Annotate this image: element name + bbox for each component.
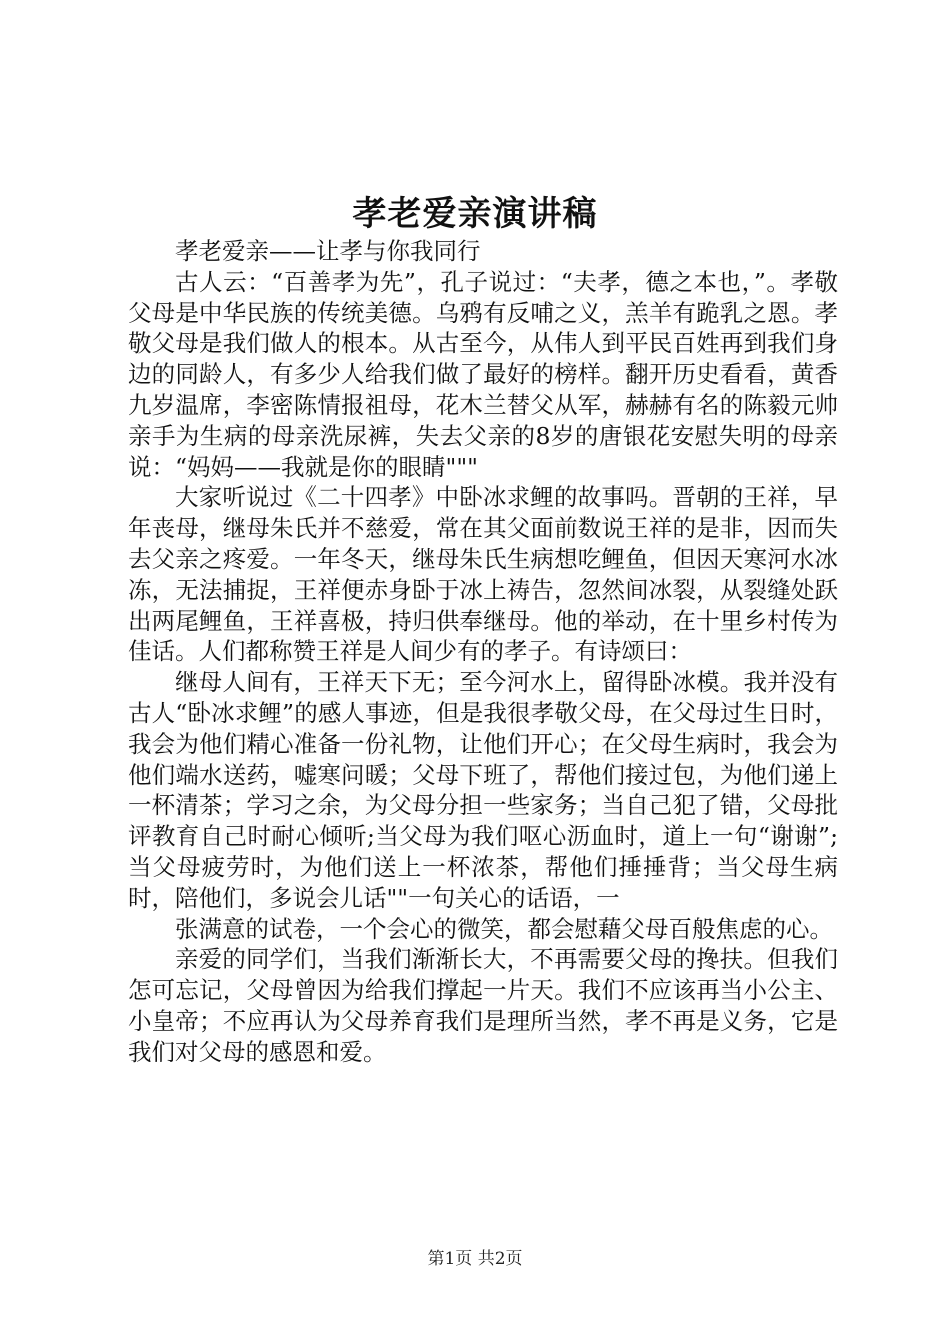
page-number-footer: 第1页 共2页 [427,1249,523,1269]
paragraph: 继母人间有，王祥天下无；至今河水上，留得卧冰模。我并没有古人“卧冰求鲤”的感人事迹，但是我很孝敬父母，在父母过生日时，我会为他们精心准备一份礼物，让他们开心；在父母生病时，我会为他们端水送药，嘘寒问暖；父母下班了，帮他们接过包，为他们递上一杯清茶；学习之余，为父母分担一些家务；当自己犯了错，父母批评教育自己时耐心倾听;当父母为我们呕心沥血时，道上一句“谢谢”;当父母疲劳时，为他们送上一杯浓茶，帮他们捶捶背；当父母生病时，陪他们，多说会儿话""一句关心的话语，一 [128,668,838,912]
paragraph: 张满意的试卷，一个会心的微笑，都会慰藉父母百般焦虑的心。 [175,914,833,943]
paragraph: 古人云：“百善孝为先”，孔子说过：“夫孝，德之本也，”。孝敬父母是中华民族的传统美德。乌鸦有反哺之义，羔羊有跪乳之恩。孝敬父母是我们做人的根本。从古至今，从伟人到平民百姓再到我们身边的同龄人，有多少人给我们做了最好的榜样。翻开历史看看，黄香九岁温席，李密陈情报祖母，花木兰替父从军，赫赫有名的陈毅元帅亲手为生病的母亲洗尿裤，失去父亲的8岁的唐银花安慰失明的母亲说：“妈妈——我就是你的眼睛""" [128,267,838,481]
document-body [128,236,838,1068]
paragraph: 亲爱的同学们，当我们渐渐长大，不再需要父母的搀扶。但我们怎可忘记，父母曾因为给我们撑起一片天。我们不应该再当小公主、小皇帝；不应再认为父母养育我们是理所当然，孝不再是义务，它是我们对父母的感恩和爱。 [128,945,838,1066]
paragraph-subtitle: 孝老爱亲——让孝与你我同行 [175,237,481,265]
paragraph: 大家听说过《二十四孝》中卧冰求鲤的故事吗。晋朝的王祥，早年丧母，继母朱氏并不慈爱，常在其父面前数说王祥的是非，因而失去父亲之疼爱。一年冬天，继母朱氏生病想吃鲤鱼，但因天寒河水冰冻，无法捕捉，王祥便赤身卧于冰上祷告，忽然间冰裂，从裂缝处跃出两尾鲤鱼，王祥喜极，持归供奉继母。他的举动，在十里乡村传为佳话。人们都称赞王祥是人间少有的孝子。有诗颂曰： [128,483,838,666]
document-title: 孝老爱亲演讲稿 [352,194,598,234]
